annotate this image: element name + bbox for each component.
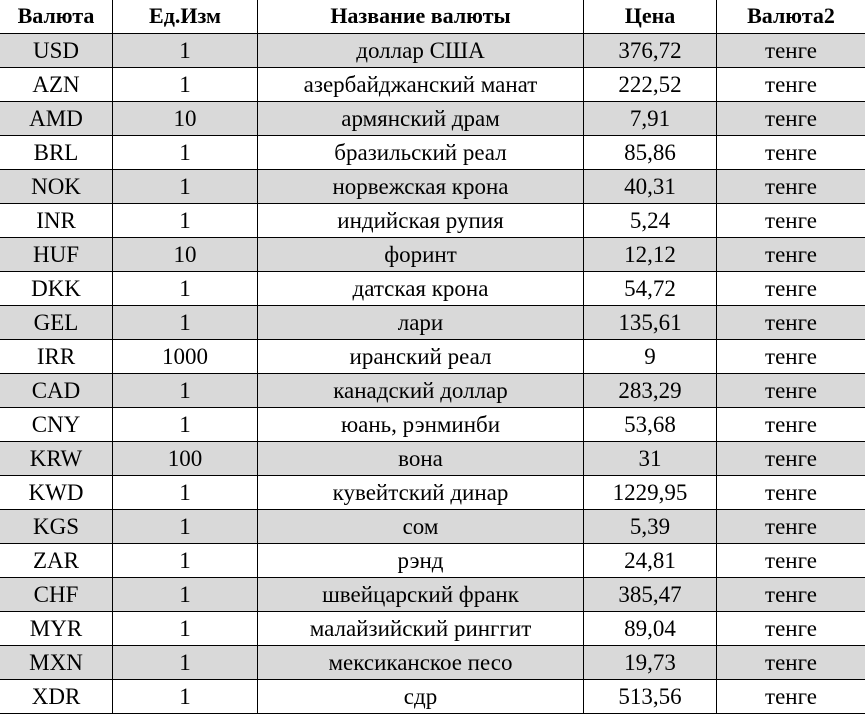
cell-currency-code: DKK — [0, 272, 113, 306]
cell-price: 12,12 — [584, 238, 717, 272]
cell-currency-code: KRW — [0, 442, 113, 476]
table-row — [0, 680, 865, 714]
table-row — [0, 646, 865, 680]
table-row — [0, 204, 865, 238]
table-row — [0, 374, 865, 408]
cell-currency-code: CAD — [0, 374, 113, 408]
cell-currency-code: USD — [0, 34, 113, 68]
cell-currency-name: норвежская крона — [258, 170, 584, 204]
cell-price: 54,72 — [584, 272, 717, 306]
table-row — [0, 442, 865, 476]
table-row — [0, 170, 865, 204]
cell-currency2: тенге — [717, 476, 865, 510]
cell-currency2: тенге — [717, 442, 865, 476]
table-row — [0, 476, 865, 510]
cell-currency-code: NOK — [0, 170, 113, 204]
table-row — [0, 510, 865, 544]
table-row — [0, 306, 865, 340]
cell-currency2: тенге — [717, 612, 865, 646]
cell-currency2: тенге — [717, 272, 865, 306]
cell-currency-name: датская крона — [258, 272, 584, 306]
cell-currency-name: иранский реал — [258, 340, 584, 374]
cell-unit: 1 — [113, 646, 258, 680]
cell-currency-name: лари — [258, 306, 584, 340]
cell-currency-name: доллар США — [258, 34, 584, 68]
cell-currency-name: юань, рэнминби — [258, 408, 584, 442]
table-body — [0, 34, 865, 714]
cell-unit: 1 — [113, 476, 258, 510]
cell-currency2: тенге — [717, 680, 865, 714]
cell-currency2: тенге — [717, 374, 865, 408]
cell-currency2: тенге — [717, 170, 865, 204]
cell-currency-code: BRL — [0, 136, 113, 170]
cell-currency-code: MYR — [0, 612, 113, 646]
cell-unit: 1 — [113, 306, 258, 340]
cell-currency-name: кувейтский динар — [258, 476, 584, 510]
cell-currency-code: GEL — [0, 306, 113, 340]
cell-price: 376,72 — [584, 34, 717, 68]
cell-currency2: тенге — [717, 306, 865, 340]
cell-currency-code: INR — [0, 204, 113, 238]
cell-price: 5,39 — [584, 510, 717, 544]
cell-currency-name: вона — [258, 442, 584, 476]
cell-currency-code: KWD — [0, 476, 113, 510]
cell-unit: 1 — [113, 578, 258, 612]
header-currency2: Валюта2 — [717, 0, 865, 34]
header-row — [0, 0, 865, 34]
cell-price: 283,29 — [584, 374, 717, 408]
cell-unit: 1 — [113, 34, 258, 68]
cell-currency-code: MXN — [0, 646, 113, 680]
cell-currency-name: сдр — [258, 680, 584, 714]
cell-currency2: тенге — [717, 238, 865, 272]
cell-currency-name: азербайджанский манат — [258, 68, 584, 102]
cell-currency-name: сом — [258, 510, 584, 544]
cell-currency2: тенге — [717, 544, 865, 578]
header-price: Цена — [584, 0, 717, 34]
cell-currency-name: рэнд — [258, 544, 584, 578]
cell-currency2: тенге — [717, 408, 865, 442]
cell-price: 89,04 — [584, 612, 717, 646]
cell-currency2: тенге — [717, 204, 865, 238]
cell-currency-name: бразильский реал — [258, 136, 584, 170]
cell-price: 9 — [584, 340, 717, 374]
cell-unit: 1 — [113, 544, 258, 578]
table-row — [0, 34, 865, 68]
cell-currency-name: мексиканское песо — [258, 646, 584, 680]
cell-price: 1229,95 — [584, 476, 717, 510]
header-currency-code: Валюта — [0, 0, 113, 34]
cell-unit: 1 — [113, 408, 258, 442]
cell-price: 31 — [584, 442, 717, 476]
cell-currency-code: KGS — [0, 510, 113, 544]
cell-currency2: тенге — [717, 646, 865, 680]
cell-currency-name: малайзийский ринггит — [258, 612, 584, 646]
cell-price: 53,68 — [584, 408, 717, 442]
header-currency-name: Название валюты — [258, 0, 584, 34]
cell-unit: 1 — [113, 680, 258, 714]
cell-currency2: тенге — [717, 340, 865, 374]
cell-unit: 1 — [113, 68, 258, 102]
cell-unit: 1 — [113, 510, 258, 544]
cell-price: 7,91 — [584, 102, 717, 136]
cell-currency-name: индийская рупия — [258, 204, 584, 238]
cell-price: 5,24 — [584, 204, 717, 238]
cell-currency2: тенге — [717, 136, 865, 170]
cell-currency-code: HUF — [0, 238, 113, 272]
cell-currency-code: ZAR — [0, 544, 113, 578]
table-row — [0, 136, 865, 170]
cell-price: 24,81 — [584, 544, 717, 578]
cell-currency2: тенге — [717, 578, 865, 612]
cell-price: 135,61 — [584, 306, 717, 340]
cell-currency-name: армянский драм — [258, 102, 584, 136]
cell-currency2: тенге — [717, 510, 865, 544]
cell-unit: 1 — [113, 272, 258, 306]
cell-currency2: тенге — [717, 68, 865, 102]
table-row — [0, 578, 865, 612]
cell-price: 385,47 — [584, 578, 717, 612]
cell-currency-name: швейцарский франк — [258, 578, 584, 612]
table-header — [0, 0, 865, 34]
cell-unit: 1 — [113, 612, 258, 646]
table-row — [0, 612, 865, 646]
table-row — [0, 238, 865, 272]
table-row — [0, 68, 865, 102]
table-row — [0, 340, 865, 374]
cell-price: 85,86 — [584, 136, 717, 170]
cell-currency-code: IRR — [0, 340, 113, 374]
cell-currency-name: форинт — [258, 238, 584, 272]
cell-price: 19,73 — [584, 646, 717, 680]
table-row — [0, 544, 865, 578]
cell-currency2: тенге — [717, 34, 865, 68]
header-unit: Ед.Изм — [113, 0, 258, 34]
cell-unit: 1 — [113, 204, 258, 238]
cell-currency-code: CHF — [0, 578, 113, 612]
table-row — [0, 272, 865, 306]
cell-unit: 1 — [113, 374, 258, 408]
table-row — [0, 408, 865, 442]
cell-unit: 100 — [113, 442, 258, 476]
cell-unit: 1000 — [113, 340, 258, 374]
cell-price: 222,52 — [584, 68, 717, 102]
cell-unit: 1 — [113, 136, 258, 170]
cell-currency-code: AMD — [0, 102, 113, 136]
cell-unit: 1 — [113, 170, 258, 204]
cell-currency-code: AZN — [0, 68, 113, 102]
cell-price: 513,56 — [584, 680, 717, 714]
table-row — [0, 102, 865, 136]
cell-currency2: тенге — [717, 102, 865, 136]
cell-currency-code: CNY — [0, 408, 113, 442]
cell-currency-code: XDR — [0, 680, 113, 714]
cell-unit: 10 — [113, 238, 258, 272]
cell-unit: 10 — [113, 102, 258, 136]
cell-price: 40,31 — [584, 170, 717, 204]
cell-currency-name: канадский доллар — [258, 374, 584, 408]
